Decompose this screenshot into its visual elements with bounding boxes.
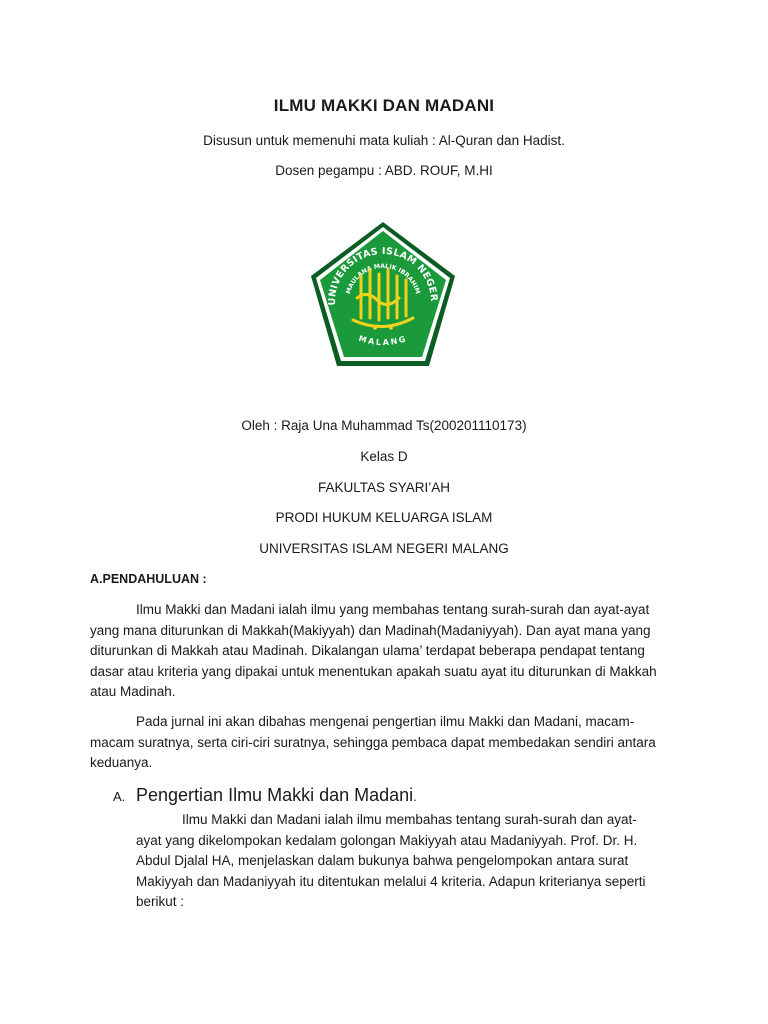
paragraph-line: ayat yang dikelompokan kedalam golongan Makiyyah atau Madaniyyah. Prof. Dr. H. xyxy=(136,832,638,848)
section-heading-period: . xyxy=(413,789,417,804)
paragraph-definition xyxy=(136,810,681,913)
paragraph-line: diturunkan di Makkah atau Madinah. Dikalangan ulama’ terdapat beberapa pendapat tentang xyxy=(90,643,645,658)
paragraph-introduction-1 xyxy=(90,600,678,703)
logo-top-text: UNIVERSITAS ISLAM NEGER xyxy=(326,245,440,306)
university-line: UNIVERSITAS ISLAM NEGERI MALANG xyxy=(259,541,509,556)
logo-inner-text: MAULANA MALIK IBRAHIM xyxy=(344,262,422,295)
lecturer-line: Dosen pegampu : ABD. ROUF, M.HI xyxy=(275,163,493,178)
paragraph-line: Ilmu Makki dan Madani ialah ilmu yang membahas tentang surah-surah dan ayat-ayat xyxy=(136,602,650,617)
section-heading-pendahuluan: A.PENDAHULUAN : xyxy=(90,572,207,586)
section-number: A. xyxy=(113,789,126,804)
university-logo xyxy=(307,218,459,370)
logo-bottom-text: MALANG xyxy=(357,333,409,348)
paragraph-line: Pada jurnal ini akan dibahas mengenai pengertian ilmu Makki dan Madani, macam- xyxy=(136,714,635,729)
paragraph-line: Ilmu Makki dan Madani ialah ilmu membahas tentang surah-surah dan ayat- xyxy=(182,812,637,827)
paragraph-line: yang mana diturunkan di Makkah(Makiyyah) dan Madinah(Madaniyyah). Dan ayat mana yang xyxy=(90,622,651,638)
subtitle: Disusun untuk memenuhi mata kuliah : Al-Quran dan Hadist. xyxy=(203,133,565,148)
section-heading-pengertian xyxy=(113,785,417,806)
author-line: Oleh : Raja Una Muhammad Ts(200201110173) xyxy=(241,418,527,433)
paragraph-line: keduanya. xyxy=(90,755,153,770)
document-title: ILMU MAKKI DAN MADANI xyxy=(273,96,495,115)
paragraph-line: dasar atau kriteria yang dipakai untuk menentukan apakah suatu ayat itu diturunkan di Makkah xyxy=(90,663,657,679)
paragraph-line: Abdul Djalal HA, menjelaskan dalam bukunya bahwa pengelompokan antara surat xyxy=(136,853,629,868)
paragraph-line: berikut : xyxy=(136,894,185,909)
paragraph-line: atau Madinah. xyxy=(90,684,176,699)
paragraph-introduction-2 xyxy=(90,712,678,774)
program-line: PRODI HUKUM KELUARGA ISLAM xyxy=(275,510,493,525)
section-heading-text: Pengertian Ilmu Makki dan Madani xyxy=(136,785,414,805)
class-line: Kelas D xyxy=(360,449,408,464)
faculty-line: FAKULTAS SYARI’AH xyxy=(317,480,451,495)
paragraph-line: Makiyyah dan Madaniyyah itu ditentukan melalui 4 kriteria. Adapun kriterianya seperti xyxy=(136,873,646,889)
paragraph-line: macam suratnya, serta ciri-ciri suratnya, sehingga pembaca dapat membedakan sendiri antara xyxy=(90,734,656,750)
